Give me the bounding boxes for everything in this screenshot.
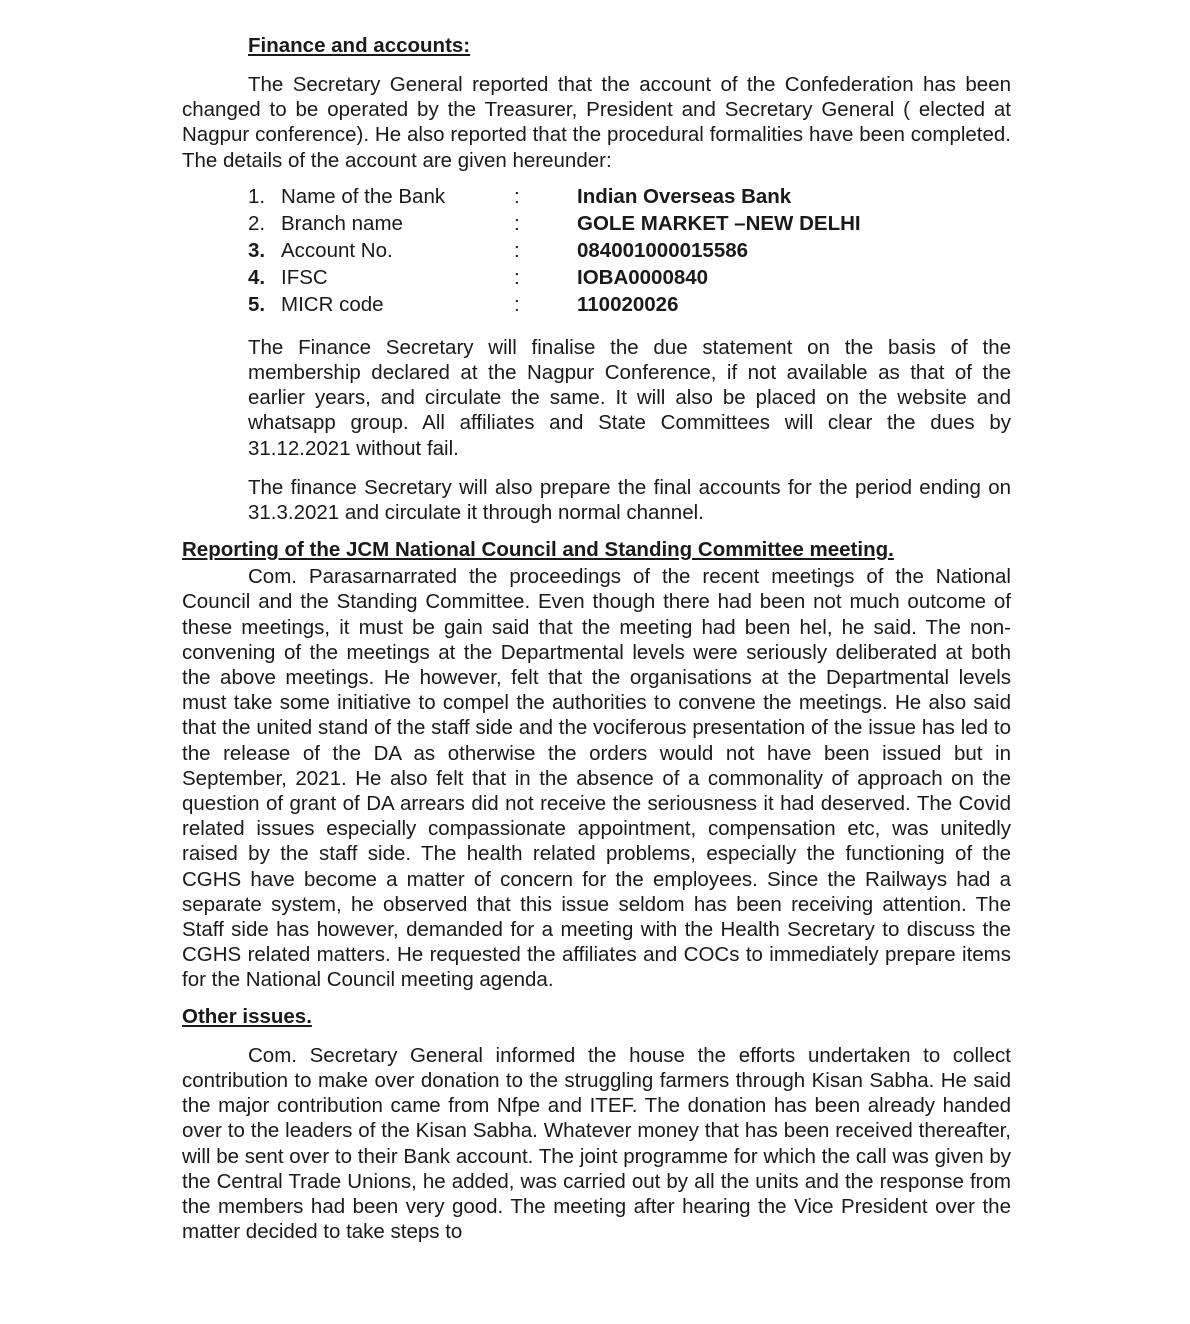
bank-detail-row <box>248 292 861 319</box>
bank-detail-separator: : <box>514 293 520 317</box>
bank-detail-row <box>248 211 861 238</box>
other-issues-heading: Other issues. <box>182 1004 312 1028</box>
bank-detail-number: 3. <box>248 239 266 263</box>
bank-detail-separator: : <box>514 266 520 290</box>
bank-detail-number: 4. <box>248 266 266 290</box>
bank-detail-number: 2. <box>248 212 266 236</box>
bank-detail-label: Branch name <box>281 212 403 236</box>
bank-detail-label: MICR code <box>281 293 384 317</box>
finance-paragraph-3: The finance Secretary will also prepare the final accounts for the period ending on 31.3.2021 and circulate it through normal channel. <box>248 475 1011 525</box>
other-issues-paragraph: Com. Secretary General informed the house the efforts undertaken to collect contribution to make over donation to the struggling farmers through Kisan Sabha. He said the major contribution came from Nfpe and ITEF. The donation has been already handed over to the leaders of the Kisan Sabha. Whatever money that has been received thereafter, will be sent over to their Bank account. The joint programme for which the call was given by the Central Trade Unions, he added, was carried out by all the units and the response from the members had been very good. The meeting after hearing the Vice President over the matter decided to take steps to <box>182 1043 1011 1244</box>
document-page <box>182 33 1011 1244</box>
finance-paragraph-1: The Secretary General reported that the account of the Confederation has been changed to be operated by the Treasurer, President and Secretary General ( elected at Nagpur conference). He also reported that the procedural formalities have been completed. The details of the account are given hereunder: <box>182 73 1011 172</box>
bank-detail-value: 084001000015586 <box>577 239 749 263</box>
finance-paragraph-2: The Finance Secretary will finalise the due statement on the basis of the membership declared at the Nagpur Conference, if not available as that of the earlier years, and circulate the same. It will also be placed on the website and whatsapp group. All affiliates and State Committees will clear the dues by 31.12.2021 without fail. <box>248 335 1011 460</box>
bank-detail-row <box>248 238 861 265</box>
bank-detail-separator: : <box>514 212 520 236</box>
bank-detail-row <box>248 184 861 211</box>
bank-detail-value: IOBA0000840 <box>577 266 709 290</box>
bank-detail-value: Indian Overseas Bank <box>577 185 792 209</box>
bank-detail-separator: : <box>514 185 520 209</box>
bank-detail-separator: : <box>514 239 520 263</box>
bank-detail-number: 5. <box>248 293 266 317</box>
jcm-paragraph: Com. Parasarnarrated the proceedings of the recent meetings of the National Council and the Standing Committee. Even though there had been not much outcome of these meetings, it must be gain said that the meeting had been hel, he said. The non-convening of the meetings at the Departmental levels were seriously deliberated at both the above meetings. He however, felt that the organisations at the Departmental levels must take some initiative to compel the authorities to convene the meetings. He also said that the united stand of the staff side and the vociferous presentation of the issue has led to the release of the DA as otherwise the orders would not have been issued but in September, 2021. He also felt that in the absence of a commonality of approach on the question of grant of DA arrears did not receive the seriousness it had deserved. The Covid related issues especially compassionate appointment, compensation etc, was unitedly raised by the staff side. The health related problems, especially the functioning of the CGHS have become a matter of concern for the employees. Since the Railways had a separate system, he observed that this issue seldom has been receiving attention. The Staff side has however, demanded for a meeting with the Health Secretary to discuss the CGHS related matters. He requested the affiliates and COCs to immediately prepare items for the National Council meeting agenda. <box>182 565 1011 992</box>
bank-detail-value: 110020026 <box>577 293 679 317</box>
bank-detail-row <box>248 265 861 292</box>
jcm-heading: Reporting of the JCM National Council and Standing Committee meeting. <box>182 538 894 562</box>
bank-detail-value: GOLE MARKET –NEW DELHI <box>577 212 861 236</box>
bank-detail-number: 1. <box>248 185 266 209</box>
bank-detail-label: Account No. <box>281 239 393 263</box>
bank-details-table <box>248 184 861 319</box>
bank-detail-label: Name of the Bank <box>281 185 446 209</box>
finance-heading: Finance and accounts: <box>248 34 471 57</box>
bank-detail-label: IFSC <box>281 266 328 290</box>
